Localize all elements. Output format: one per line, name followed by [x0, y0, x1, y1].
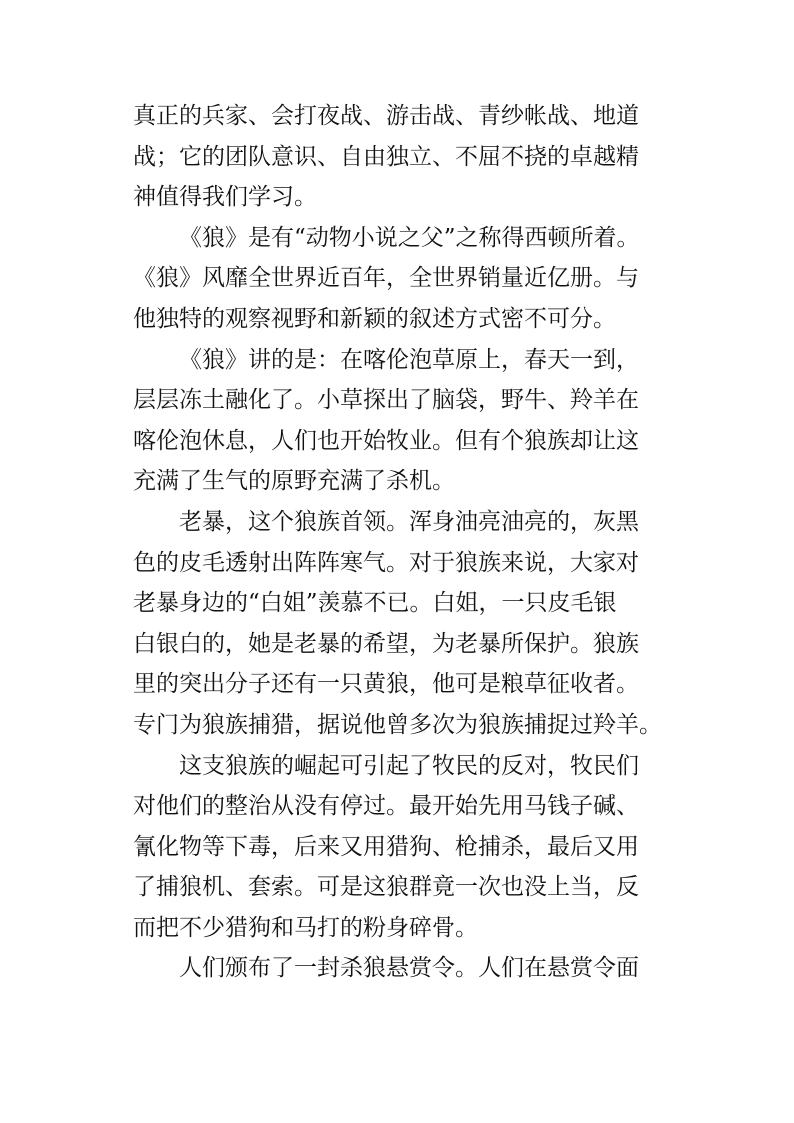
text-line: 《狼》是有“动物小说之父”之称得西顿所着。: [179, 224, 640, 251]
text-line: 喀伦泡休息，人们也开始牧业。但有个狼族却让这: [133, 427, 639, 454]
text-line: 而把不少猎狗和马打的粉身碎骨。: [133, 914, 478, 941]
text-line: 对他们的整治从没有停过。最开始先用马钱子碱、: [133, 793, 639, 820]
text-line: 里的突出分子还有一只黄狼，他可是粮草征收者。: [133, 671, 639, 698]
text-line: 色的皮毛透射出阵阵寒气。对于狼族来说，大家对: [133, 549, 639, 576]
text-line: 老暴，这个狼族首领。浑身油亮油亮的，灰黑: [179, 508, 639, 535]
text-line: 充满了生气的原野充满了杀机。: [133, 468, 455, 495]
text-line: 神值得我们学习。: [133, 184, 317, 211]
text-line: 老暴身边的“白姐”羡慕不已。白姐，一只皮毛银: [133, 590, 617, 617]
text-line: 氰化物等下毒，后来又用猎狗、枪捕杀，最后又用: [133, 833, 639, 860]
text-line: 《狼》风靡全世界近百年，全世界销量近亿册。与: [133, 265, 639, 292]
text-line: 《狼》讲的是：在喀伦泡草原上，春天一到，: [179, 346, 639, 373]
text-line: 真正的兵家、会打夜战、游击战、青纱帐战、地道: [133, 103, 639, 129]
text-line: 白银白的，她是老暴的希望，为老暴所保护。狼族: [133, 630, 639, 657]
text-line: 战；它的团队意识、自由独立、不屈不挠的卓越精: [133, 143, 639, 170]
text-line: 这支狼族的崛起可引起了牧民的反对，牧民们: [179, 752, 639, 779]
text-line: 专门为狼族捕猎，据说他曾多次为狼族捕捉过羚羊。: [133, 711, 662, 738]
text-line: 层层冻土融化了。小草探出了脑袋，野牛、羚羊在: [133, 387, 639, 414]
body-text: [133, 96, 693, 989]
text-line: 了捕狼机、套索。可是这狼群竟一次也没上当，反: [133, 874, 639, 901]
text-line: 人们颁布了一封杀狼悬赏令。人们在悬赏令面: [179, 955, 639, 982]
text-line: 他独特的观察视野和新颖的叙述方式密不可分。: [133, 305, 616, 332]
